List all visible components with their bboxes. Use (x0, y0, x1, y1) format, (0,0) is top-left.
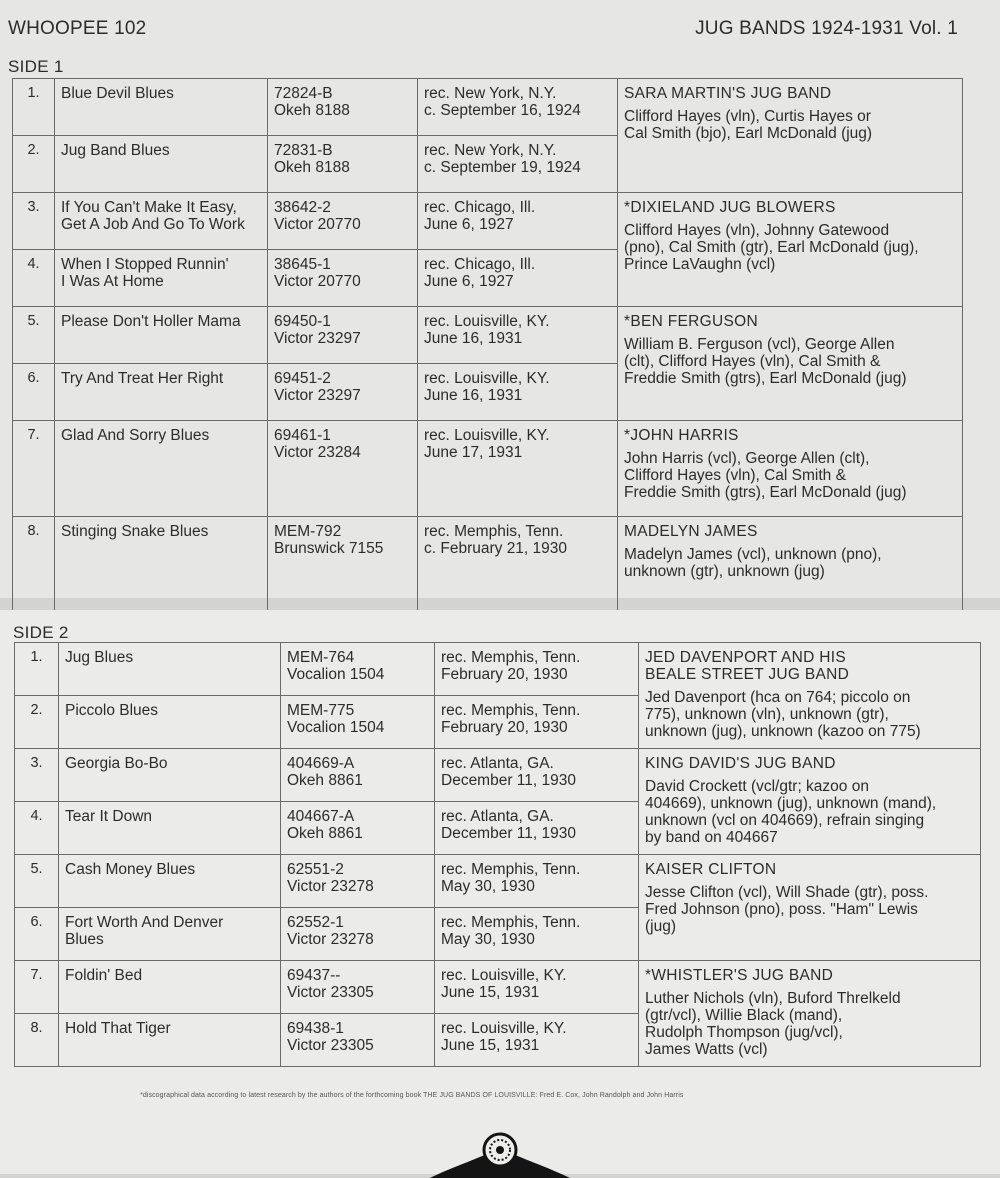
personnel-line: (pno), Cal Smith (gtr), Earl McDonald (jug), (624, 239, 919, 256)
recording-place: rec. Louisville, KY. (424, 313, 550, 330)
issue-number: Victor 20770 (274, 216, 361, 233)
personnel-line: Madelyn James (vcl), unknown (pno), (624, 546, 882, 563)
recording-place: rec. Memphis, Tenn. (441, 702, 581, 719)
personnel-line: Luther Nichols (vln), Buford Threlkeld (645, 990, 901, 1007)
matrix-number: MEM-792 (274, 523, 342, 540)
artist-name (624, 427, 956, 444)
artist-name (624, 85, 956, 102)
recording-place: rec. New York, N.Y. (424, 142, 557, 159)
personnel-line: by band on 404667 (645, 829, 778, 846)
artist-personnel (639, 749, 981, 855)
recording-info (435, 749, 639, 802)
recording-date: June 16, 1931 (424, 330, 523, 347)
track-title-line: When I Stopped Runnin' (61, 256, 229, 273)
artist-name-line: *WHISTLER'S JUG BAND (645, 967, 834, 984)
personnel-line: Jed Davenport (hca on 764; piccolo on (645, 689, 911, 706)
recording-place: rec. Louisville, KY. (424, 427, 550, 444)
matrix-number: MEM-764 (287, 649, 355, 666)
matrix-issue (268, 250, 418, 307)
matrix-issue (268, 307, 418, 364)
recording-date: December 11, 1930 (441, 825, 576, 842)
track-number: 6. (15, 908, 59, 961)
artist-name (645, 755, 974, 772)
table-row (13, 193, 963, 250)
issue-number: Okeh 8861 (287, 772, 363, 789)
artist-name-line: *JOHN HARRIS (624, 427, 739, 444)
track-title (59, 802, 281, 855)
album-title: JUG BANDS 1924-1931 Vol. 1 (695, 18, 958, 39)
personnel-line: Clifford Hayes (vln), Curtis Hayes or (624, 108, 871, 125)
personnel-line: Fred Johnson (pno), poss. "Ham" Lewis (645, 901, 918, 918)
track-number: 3. (13, 193, 55, 250)
recording-date: June 17, 1931 (424, 444, 523, 461)
personnel-line: (jug) (645, 918, 677, 935)
table-row (13, 421, 963, 517)
matrix-issue (281, 855, 435, 908)
issue-number: Okeh 8188 (274, 159, 350, 176)
matrix-issue (268, 193, 418, 250)
track-title-line: Please Don't Holler Mama (61, 313, 241, 330)
artist-personnel (618, 517, 963, 613)
matrix-number: 62551-2 (287, 861, 344, 878)
recording-info (435, 1014, 639, 1067)
recording-info (418, 136, 618, 193)
recording-place: rec. Memphis, Tenn. (424, 523, 564, 540)
personnel-line: John Harris (vcl), George Allen (clt), (624, 450, 870, 467)
track-title-line: Cash Money Blues (65, 861, 196, 878)
table-row (13, 517, 963, 613)
recording-place: rec. Chicago, Ill. (424, 199, 536, 216)
matrix-issue (281, 961, 435, 1014)
track-number: 4. (13, 250, 55, 307)
issue-number: Victor 23297 (274, 330, 361, 347)
issue-number: Victor 23305 (287, 1037, 374, 1054)
track-title (59, 908, 281, 961)
recording-date: June 6, 1927 (424, 273, 514, 290)
track-title (55, 136, 268, 193)
track-number: 2. (15, 696, 59, 749)
personnel (645, 689, 974, 740)
matrix-issue (268, 517, 418, 613)
recording-place: rec. Chicago, Ill. (424, 256, 536, 273)
issue-number: Victor 23284 (274, 444, 361, 461)
track-title (59, 749, 281, 802)
track-title-line: Hold That Tiger (65, 1020, 171, 1037)
personnel-line: Clifford Hayes (vln), Cal Smith & (624, 467, 846, 484)
personnel-line: 775), unknown (vln), unknown (gtr), (645, 706, 889, 723)
matrix-issue (268, 136, 418, 193)
personnel-line: Rudolph Thompson (jug/vcl), (645, 1024, 843, 1041)
matrix-issue (281, 802, 435, 855)
recording-info (418, 193, 618, 250)
recording-info (418, 421, 618, 517)
artist-name-line: *DIXIELAND JUG BLOWERS (624, 199, 836, 216)
track-title-line: Jug Blues (65, 649, 134, 666)
personnel (645, 778, 974, 846)
recording-place: rec. Memphis, Tenn. (441, 914, 581, 931)
track-title (59, 643, 281, 696)
matrix-number: 404669-A (287, 755, 355, 772)
track-title (59, 1014, 281, 1067)
matrix-number: 404667-A (287, 808, 355, 825)
track-number: 3. (15, 749, 59, 802)
recording-info (435, 802, 639, 855)
record-label-logo-icon (430, 1128, 570, 1178)
recording-date: December 11, 1930 (441, 772, 576, 789)
artist-name-line: MADELYN JAMES (624, 523, 758, 540)
personnel-line: Freddie Smith (gtrs), Earl McDonald (jug) (624, 370, 907, 387)
table-row (15, 749, 981, 802)
side2-table (14, 642, 981, 1067)
track-number: 2. (13, 136, 55, 193)
artist-personnel (618, 307, 963, 421)
matrix-number: 38642-2 (274, 199, 331, 216)
track-title-line: Stinging Snake Blues (61, 523, 209, 540)
artist-personnel (639, 643, 981, 749)
recording-place: rec. Memphis, Tenn. (441, 649, 581, 666)
issue-number: Victor 20770 (274, 273, 361, 290)
recording-place: rec. Louisville, KY. (424, 370, 550, 387)
recording-place: rec. Memphis, Tenn. (441, 861, 581, 878)
personnel (624, 450, 956, 501)
artist-name (645, 967, 974, 984)
recording-date: June 6, 1927 (424, 216, 514, 233)
recording-place: rec. Atlanta, GA. (441, 808, 554, 825)
personnel-line: Freddie Smith (gtrs), Earl McDonald (jug) (624, 484, 907, 501)
matrix-issue (268, 79, 418, 136)
personnel-line: Cal Smith (bjo), Earl McDonald (jug) (624, 125, 873, 142)
recording-info (435, 696, 639, 749)
track-title-line: Blue Devil Blues (61, 85, 174, 102)
artist-name-line: KING DAVID'S JUG BAND (645, 755, 836, 772)
personnel (624, 336, 956, 387)
matrix-number: 72824-B (274, 85, 333, 102)
matrix-number: 69450-1 (274, 313, 331, 330)
track-title (59, 961, 281, 1014)
track-title (55, 364, 268, 421)
artist-name (645, 861, 974, 878)
personnel (624, 222, 956, 273)
issue-number: Okeh 8861 (287, 825, 363, 842)
track-title (59, 696, 281, 749)
track-title (55, 79, 268, 136)
issue-number: Victor 23278 (287, 931, 374, 948)
matrix-number: 38645-1 (274, 256, 331, 273)
artist-name-line: *BEN FERGUSON (624, 313, 758, 330)
table-row (15, 643, 981, 696)
artist-name (645, 649, 974, 683)
artist-name-line: JED DAVENPORT AND HIS (645, 649, 846, 666)
artist-name (624, 199, 956, 216)
track-number: 7. (15, 961, 59, 1014)
recording-info (418, 517, 618, 613)
track-number: 4. (15, 802, 59, 855)
personnel-line: Prince LaVaughn (vcl) (624, 256, 776, 273)
matrix-number: 72831-B (274, 142, 333, 159)
personnel-line: (clt), Clifford Hayes (vln), Cal Smith & (624, 353, 881, 370)
personnel-line: William B. Ferguson (vcl), George Allen (624, 336, 895, 353)
side1-table (12, 78, 963, 613)
recording-date: June 15, 1931 (441, 1037, 540, 1054)
recording-date: May 30, 1930 (441, 931, 535, 948)
side2-label: SIDE 2 (13, 623, 69, 642)
recording-info (435, 908, 639, 961)
matrix-number: 62552-1 (287, 914, 344, 931)
matrix-number: MEM-775 (287, 702, 355, 719)
side1-label: SIDE 1 (8, 57, 64, 76)
artist-personnel (618, 421, 963, 517)
personnel (645, 990, 974, 1058)
track-title-line: Piccolo Blues (65, 702, 159, 719)
personnel (645, 884, 974, 935)
artist-personnel (618, 79, 963, 193)
track-number: 8. (13, 517, 55, 613)
artist-name-line: KAISER CLIFTON (645, 861, 777, 878)
track-title (55, 193, 268, 250)
artist-name (624, 313, 956, 330)
matrix-number: 69437-- (287, 967, 341, 984)
track-title-line: Jug Band Blues (61, 142, 170, 159)
track-title-line: Try And Treat Her Right (61, 370, 224, 387)
recording-place: rec. Atlanta, GA. (441, 755, 554, 772)
table-row (13, 307, 963, 364)
track-title (59, 855, 281, 908)
recording-date: June 15, 1931 (441, 984, 540, 1001)
footnote: *discographical data according to latest research by the authors of the forthcoming book THE JUG BANDS OF LOUISVILLE: Fred E. Cox, John Randolph and John Harris (140, 1092, 684, 1099)
matrix-issue (281, 1014, 435, 1067)
track-title-line: Glad And Sorry Blues (61, 427, 210, 444)
recording-place: rec. New York, N.Y. (424, 85, 557, 102)
recording-date: c. February 21, 1930 (424, 540, 568, 557)
track-title-line: If You Can't Make It Easy, (61, 199, 237, 216)
recording-info (435, 643, 639, 696)
track-number: 1. (15, 643, 59, 696)
matrix-number: 69451-2 (274, 370, 331, 387)
matrix-issue (268, 421, 418, 517)
artist-name-line: SARA MARTIN'S JUG BAND (624, 85, 832, 102)
track-title-line: Blues (65, 931, 104, 948)
track-number: 5. (13, 307, 55, 364)
track-title-line: I Was At Home (61, 273, 164, 290)
track-title-line: Get A Job And Go To Work (61, 216, 245, 233)
recording-info (435, 855, 639, 908)
personnel (624, 546, 956, 580)
matrix-issue (281, 643, 435, 696)
personnel-line: unknown (vcl on 404669), refrain singing (645, 812, 925, 829)
artist-personnel (639, 855, 981, 961)
issue-number: Victor 23278 (287, 878, 374, 895)
recording-date: June 16, 1931 (424, 387, 523, 404)
track-title (55, 250, 268, 307)
track-title (55, 421, 268, 517)
recording-date: c. September 19, 1924 (424, 159, 581, 176)
artist-name (624, 523, 956, 540)
artist-personnel (639, 961, 981, 1067)
track-number: 8. (15, 1014, 59, 1067)
catalog-number: WHOOPEE 102 (8, 18, 147, 39)
track-title (55, 517, 268, 613)
personnel-line: Jesse Clifton (vcl), Will Shade (gtr), poss. (645, 884, 929, 901)
table-row (13, 79, 963, 136)
personnel-line: James Watts (vcl) (645, 1041, 768, 1058)
track-title-line: Fort Worth And Denver (65, 914, 224, 931)
personnel-line: (gtr/vcl), Willie Black (mand), (645, 1007, 843, 1024)
artist-name-line: BEALE STREET JUG BAND (645, 666, 850, 683)
matrix-issue (281, 696, 435, 749)
track-number: 7. (13, 421, 55, 517)
personnel-line: David Crockett (vcl/gtr; kazoo on (645, 778, 869, 795)
matrix-issue (268, 364, 418, 421)
personnel-line: unknown (gtr), unknown (jug) (624, 563, 825, 580)
issue-number: Vocalion 1504 (287, 719, 385, 736)
personnel-line: unknown (jug), unknown (kazoo on 775) (645, 723, 921, 740)
track-title-line: Tear It Down (65, 808, 153, 825)
personnel-line: 404669), unknown (jug), unknown (mand), (645, 795, 937, 812)
artist-personnel (618, 193, 963, 307)
recording-info (418, 364, 618, 421)
track-title (55, 307, 268, 364)
table-row (15, 855, 981, 908)
recording-info (435, 961, 639, 1014)
recording-place: rec. Louisville, KY. (441, 967, 567, 984)
personnel (624, 108, 956, 142)
issue-number: Victor 23297 (274, 387, 361, 404)
track-number: 5. (15, 855, 59, 908)
recording-info (418, 79, 618, 136)
recording-info (418, 307, 618, 364)
table-row (15, 961, 981, 1014)
recording-date: February 20, 1930 (441, 666, 568, 683)
recording-info (418, 250, 618, 307)
track-number: 1. (13, 79, 55, 136)
track-title-line: Foldin' Bed (65, 967, 143, 984)
matrix-number: 69461-1 (274, 427, 331, 444)
issue-number: Vocalion 1504 (287, 666, 385, 683)
track-number: 6. (13, 364, 55, 421)
personnel-line: Clifford Hayes (vln), Johnny Gatewood (624, 222, 890, 239)
issue-number: Victor 23305 (287, 984, 374, 1001)
issue-number: Brunswick 7155 (274, 540, 384, 557)
recording-date: c. September 16, 1924 (424, 102, 581, 119)
side2-sheet (0, 610, 1000, 1174)
matrix-issue (281, 749, 435, 802)
recording-date: May 30, 1930 (441, 878, 535, 895)
matrix-number: 69438-1 (287, 1020, 344, 1037)
track-title-line: Georgia Bo-Bo (65, 755, 168, 772)
recording-date: February 20, 1930 (441, 719, 568, 736)
issue-number: Okeh 8188 (274, 102, 350, 119)
recording-place: rec. Louisville, KY. (441, 1020, 567, 1037)
matrix-issue (281, 908, 435, 961)
